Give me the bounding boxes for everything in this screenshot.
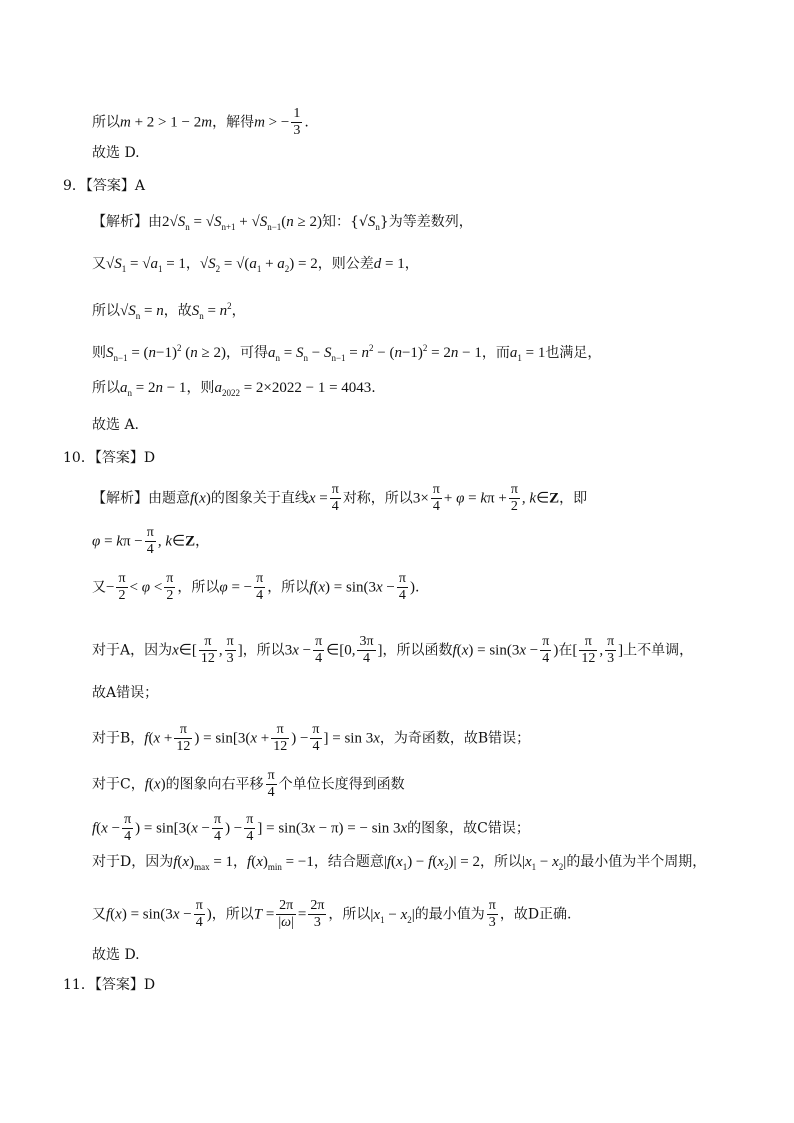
line-9: 【解析】由题意f(x)的图象关于直线x = $\frac{\pi}{4}$ 对称，所以3× $\frac{\pi}{4}$ + φ = kπ + $\frac{\pi}{2}$ , k∈Z，即 (92, 482, 588, 514)
line-10: φ = kπ − $\frac{\pi}{4}$ , k∈Z， (92, 525, 210, 557)
line-16: f(x − $\frac{\pi}{4}$ ) = sin[3(x − $\frac{\pi}{4}$ ) − $\frac{\pi}{4}$ ] = sin(3x − π) = − sin 3x的图象，故C错误； (92, 812, 530, 844)
answer-11: 11．【答案】D (63, 977, 156, 993)
line-7: 所以$a_n = 2n - 1$，则$a_{2022} = 2\times 2022 - 1 = 4043$. (92, 380, 376, 398)
line-5: 所以$√S_n = n$，故$S_n = n^2$， (92, 301, 246, 321)
line-6: 则$S_{n-1} = (n-1)^2$ (n ≥ 2)，可得$a_n = S_n - S_{n-1} = n^2 - (n-1)^2 = 2n - 1$，而$a_1 = 1$也满足， (92, 343, 602, 363)
line-14: 对于B，f(x + $\frac{\pi}{12}$ ) = sin[3(x + $\frac{\pi}{12}$ ) − $\frac{\pi}{4}$ ] = sin 3x，为奇函数，故B错误； (92, 722, 531, 754)
line-2: 故选 D. (92, 145, 140, 161)
line-19: 故选 D. (92, 947, 140, 963)
line-1: 所以m + 2 > 1 − 2m，解得m > − $\frac{1}{3}$ . (92, 106, 309, 138)
answer-10: 10．【答案】D (63, 450, 156, 466)
line-4: 又$√S_1 = √a_1 = 1$，$√S_2 = √(a_1 + a_2) = 2$，则公差d = 1， (92, 256, 419, 274)
line-11: 又− $\frac{\pi}{2}$ < φ < $\frac{\pi}{2}$ ，所以φ = − $\frac{\pi}{4}$ ，所以f(x) = sin(3x − $\frac{\pi}{4}$ ). (92, 571, 420, 603)
line-3: 【解析】由$2√S_n = √S_{n+1} + √S_{n-1}(n \ge 2)$知：$\{√S_n\}$为等差数列， (92, 214, 473, 232)
line-13: 故A错误； (92, 685, 159, 701)
answer-9: 9．【答案】A (63, 178, 146, 194)
line-18: 又f(x) = sin(3x − $\frac{\pi}{4}$ )，所以T = $\frac{2\pi}{|\omega|}$ = $\frac{2\pi}{3}$ ，所以$|x_1 - x_2|$的最小值为 $\frac{\pi}{3}$ ，故D正确. (92, 898, 572, 930)
line-17: 对于D，因为$f(x)_{max} = 1$，$f(x)_{min} = -1$，结合题意$|f(x_1) - f(x_2)| = 2$，所以$|x_1 - x_2|$的最小值为半个周期， (92, 854, 707, 872)
line-8: 故选 A. (92, 417, 140, 433)
line-15: 对于C，f(x)的图象向右平移 $\frac{\pi}{4}$ 个单位长度得到函数 (92, 768, 405, 800)
line-12: 对于A，因为x∈[ $\frac{\pi}{12}$ , $\frac{\pi}{3}$ ]，所以3x − $\frac{\pi}{4}$ ∈[0, $\frac{3\pi}{4}$ ]，所以函数f(x) = sin(3x − $\frac{\pi}{4}$ )在[ $\frac{\pi}{12}$ , $\frac{\pi}{3}$ ]上不单调， (92, 634, 694, 666)
